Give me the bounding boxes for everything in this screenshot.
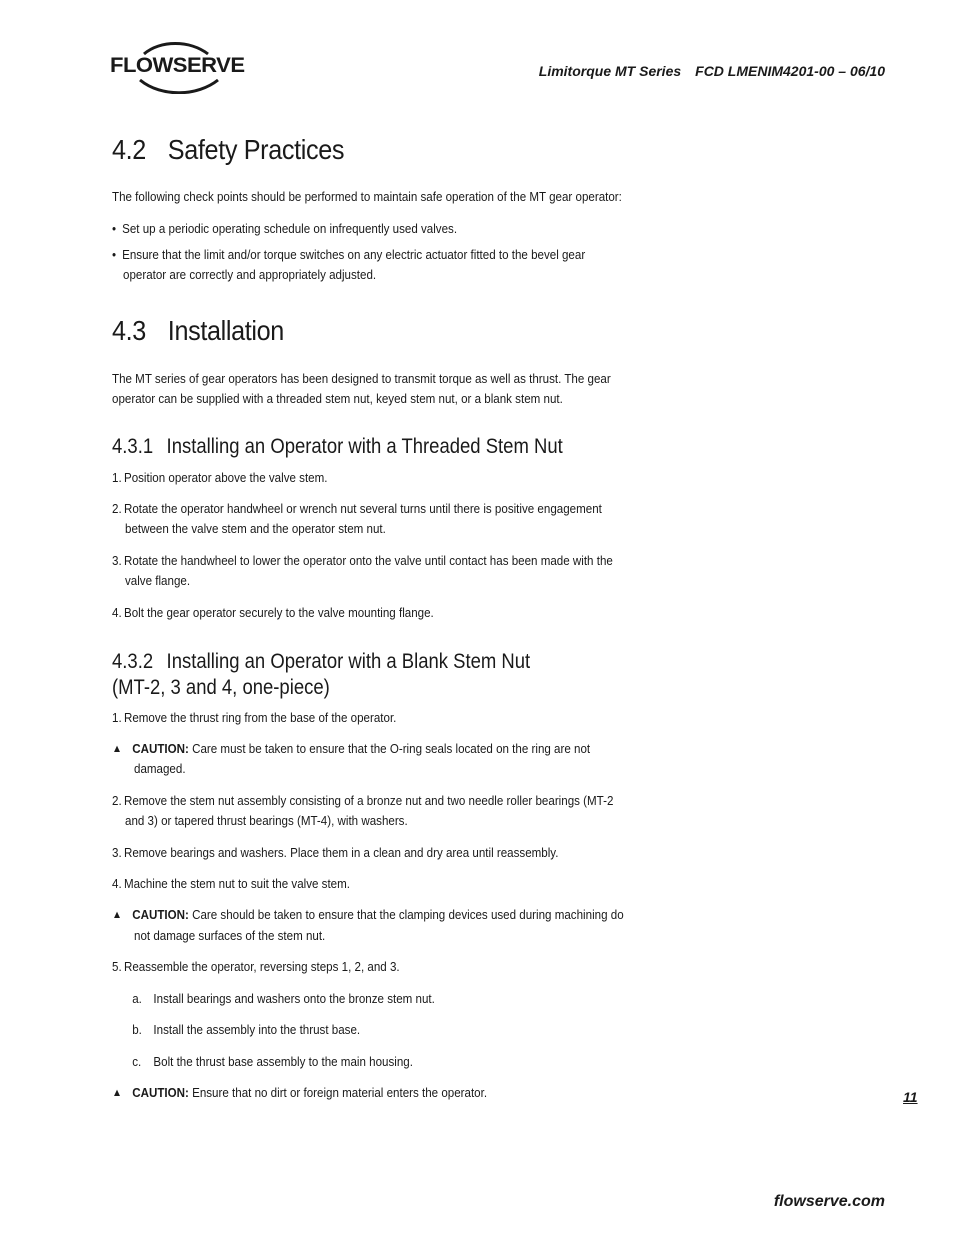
step-number: 1.: [112, 711, 122, 725]
blank-step-3: [112, 843, 558, 863]
substep-letter: c.: [132, 1055, 142, 1069]
page-number: 11: [903, 1089, 918, 1105]
section-4-3-1-heading: [112, 434, 563, 460]
caution-label: CAUTION:: [132, 1086, 189, 1100]
safety-bullet-1: • Set up a periodic operating schedule on infrequently used valves.: [112, 219, 457, 239]
substep-a: [112, 989, 435, 1009]
step-text: Remove the stem nut assembly consisting of a bronze nut and two needle roller bearings (MT-2: [123, 794, 614, 808]
logo-wordmark: FLOWSERVE: [110, 54, 245, 77]
threaded-step-3: [112, 551, 613, 571]
substep-text: Install the assembly into the thrust base.: [153, 1023, 361, 1037]
threaded-step-4: [112, 603, 434, 623]
substep-text: Bolt the thrust base assembly to the main housing.: [153, 1055, 413, 1069]
threaded-step-2: [112, 499, 602, 519]
footer-website[interactable]: flowserve.com: [773, 1193, 885, 1210]
substep-c: [112, 1052, 413, 1072]
step-number: 2.: [112, 794, 122, 808]
installation-intro-line-2: operator can be supplied with a threaded stem nut, keyed stem nut, or a blank stem nut.: [112, 392, 563, 406]
step-text: Remove bearings and washers. Place them in a clean and dry area until reassembly.: [123, 846, 559, 860]
blank-step-4: [112, 874, 350, 894]
blank-step-2: [112, 791, 613, 811]
caution-label: CAUTION:: [132, 908, 189, 922]
section-4-3-heading: [112, 315, 284, 347]
step-text: Bolt the gear operator securely to the valve mounting flange.: [123, 606, 434, 620]
safety-intro: The following check points should be performed to maintain safe operation of the MT gear operator:: [112, 190, 622, 204]
warning-triangle-icon: ▲: [112, 743, 123, 755]
section-4-2-heading: [112, 134, 344, 166]
step-number: 4.: [112, 877, 122, 891]
step-number: 1.: [112, 471, 122, 485]
blank-step-1: [112, 708, 396, 728]
caution-1: [112, 739, 590, 759]
step-text: Rotate the handwheel to lower the operator onto the valve until contact has been made with the: [123, 554, 613, 568]
subsection-number: 4.3.2: [112, 650, 154, 673]
safety-bullet-2: • Ensure that the limit and/or torque switches on any electric actuator fitted to the bevel gear: [112, 245, 585, 265]
step-number: 4.: [112, 606, 122, 620]
caution-2-cont: not damage surfaces of the stem nut.: [134, 929, 326, 943]
step-text: Reassemble the operator, reversing steps 1, 2, and 3.: [123, 960, 400, 974]
subsection-title: Installing an Operator with a Threaded Stem Nut: [166, 435, 563, 458]
section-number: 4.3: [112, 315, 146, 346]
subsection-number: 4.3.1: [112, 435, 154, 458]
section-4-3-2-heading: [112, 649, 530, 675]
caution-2: [112, 905, 624, 925]
caution-text: Care must be taken to ensure that the O-ring seals located on the ring are not: [192, 742, 591, 756]
blank-step-2-cont: and 3) or tapered thrust bearings (MT-4), with washers.: [125, 814, 408, 828]
warning-triangle-icon: ▲: [112, 1087, 123, 1099]
section-title: Safety Practices: [167, 134, 345, 165]
section-4-3-2-heading-cont: (MT-2, 3 and 4, one-piece): [112, 676, 330, 699]
substep-text: Install bearings and washers onto the bronze stem nut.: [153, 992, 435, 1006]
caution-1-cont: damaged.: [134, 762, 186, 776]
substep-b: [112, 1020, 360, 1040]
step-number: 2.: [112, 502, 122, 516]
caution-3: [112, 1083, 487, 1103]
flowserve-logo: [110, 42, 250, 94]
header-doc-info: [539, 63, 885, 79]
threaded-step-3-cont: valve flange.: [125, 574, 191, 588]
section-title: Installation: [167, 315, 284, 346]
installation-intro-line-1: The MT series of gear operators has been designed to transmit torque as well as thrust. The gear: [112, 372, 611, 386]
blank-step-5: [112, 957, 400, 977]
step-number: 3.: [112, 846, 122, 860]
section-number: 4.2: [112, 134, 146, 165]
step-text: Machine the stem nut to suit the valve stem.: [123, 877, 351, 891]
threaded-step-1: [112, 468, 327, 488]
step-text: Remove the thrust ring from the base of the operator.: [123, 711, 397, 725]
substep-letter: b.: [132, 1023, 142, 1037]
header-series: Limitorque MT Series: [538, 63, 682, 79]
safety-bullet-2-cont: operator are correctly and appropriately adjusted.: [123, 268, 377, 282]
warning-triangle-icon: ▲: [112, 909, 123, 921]
step-number: 3.: [112, 554, 122, 568]
caution-text: Care should be taken to ensure that the clamping devices used during machining do: [192, 908, 624, 922]
caution-label: CAUTION:: [132, 742, 189, 756]
step-number: 5.: [112, 960, 122, 974]
substep-letter: a.: [132, 992, 142, 1006]
subsection-title: Installing an Operator with a Blank Stem Nut: [166, 650, 531, 673]
threaded-step-2-cont: between the valve stem and the operator stem nut.: [125, 522, 386, 536]
caution-text: Ensure that no dirt or foreign material enters the operator.: [192, 1086, 488, 1100]
header-doc-code: FCD LMENIM4201-00 – 06/10: [695, 63, 885, 79]
step-text: Position operator above the valve stem.: [123, 471, 328, 485]
step-text: Rotate the operator handwheel or wrench nut several turns until there is positive engagement: [123, 502, 602, 516]
